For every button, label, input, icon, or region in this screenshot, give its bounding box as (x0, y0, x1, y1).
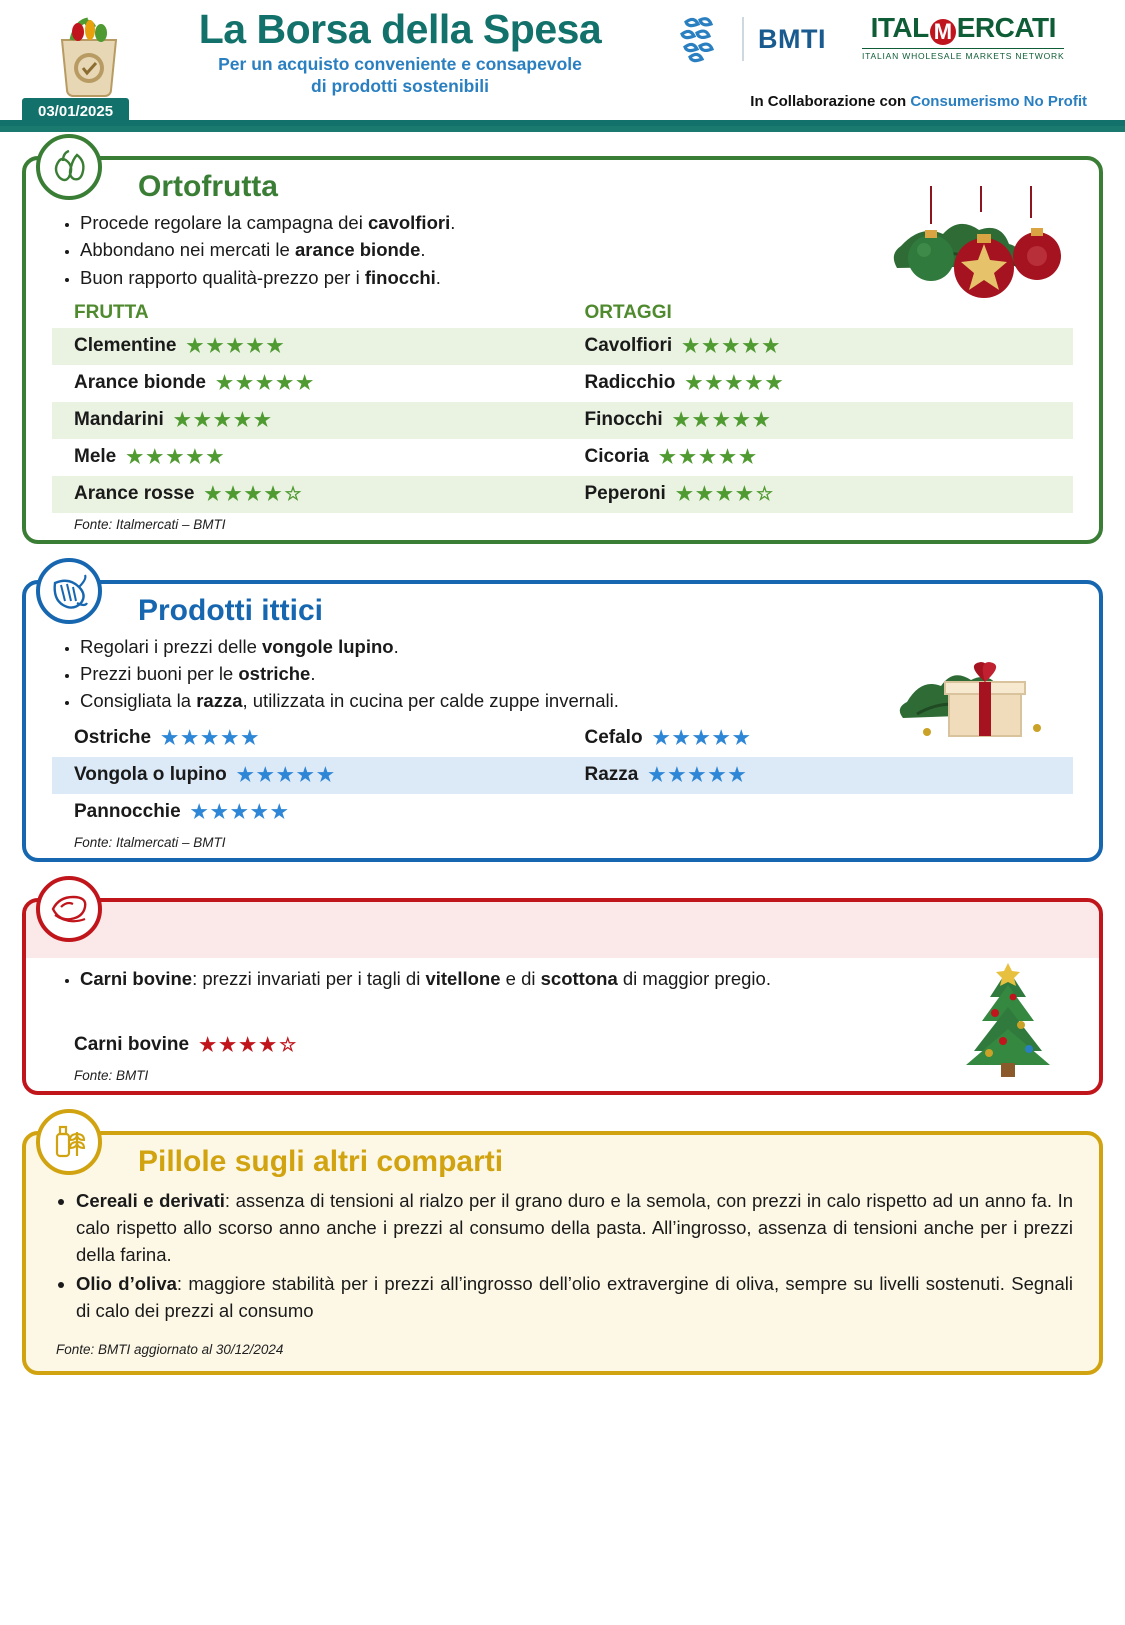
ittici-tables (26, 720, 1099, 831)
product-name: Carni bovine (74, 1034, 190, 1056)
table-row (563, 365, 1074, 402)
bullet-item: • Consigliata la razza, utilizzata in cucina per calde zuppe invernali. (80, 688, 1075, 714)
product-name: Razza (584, 764, 639, 786)
page-title: La Borsa della Spesa (198, 6, 602, 52)
vegetables-icon (36, 134, 102, 200)
table-row (52, 402, 563, 439)
rating-stars: ★★★★★ (126, 446, 227, 468)
table-row (563, 328, 1074, 365)
bmti-mark-icon (672, 12, 728, 66)
section-prodotti-ittici (22, 580, 1103, 862)
table-row (52, 328, 563, 365)
table-row (52, 439, 563, 476)
table-row (563, 476, 1074, 513)
olive-oil-and-grain-icon (36, 1109, 102, 1175)
ortofrutta-bullets (26, 210, 1099, 296)
column-header-ortaggi: ORTAGGI (584, 301, 672, 323)
source-ittici: Fonte: Italmercati – BMTI (74, 834, 226, 850)
product-name: Ostriche (74, 727, 152, 749)
rating-stars: ★★★★★ (648, 764, 749, 786)
section-pillole (22, 1131, 1103, 1375)
ortofrutta-frutta-column (52, 296, 563, 513)
rating-stars: ★★★★★ (658, 446, 760, 468)
rating-stars: ★★★★★ (652, 727, 753, 749)
rating-stars: ★★★★★ (682, 335, 783, 357)
ortofrutta-tables (26, 296, 1099, 513)
rating-stars: ★★★★☆ (204, 483, 305, 505)
divider (742, 17, 744, 61)
collaboration-note: In Collaborazione con Consumerismo No Profit (750, 93, 1087, 110)
bullet-item: • Procede regolare la campagna dei cavolfiori. (80, 210, 1075, 236)
pillole-bullets (26, 1185, 1099, 1328)
bullet-item: • Cereali e derivati: assenza di tensioni al rialzo per il grano duro e la semola, con prezzi in calo rispetto ad un anno fa. In calo rispetto allo scorso anno anche i prezzi al consumo della pasta. All’ingrosso, assenza di tensioni anche per i prezzi della farina. (76, 1187, 1073, 1268)
carni-header-band (26, 902, 1099, 958)
carni-table (26, 1027, 1099, 1064)
table-row (563, 757, 1074, 794)
rating-stars: ★★★★★ (173, 409, 274, 431)
meat-cut-icon (36, 876, 102, 942)
source-ortofrutta: Fonte: Italmercati – BMTI (74, 516, 226, 532)
section-title-ortofrutta: Ortofrutta (138, 170, 278, 203)
rating-stars: ★★★★★ (672, 409, 773, 431)
rating-stars: ★★★★★ (215, 372, 317, 394)
italmercati-logo (862, 14, 1064, 61)
bmti-logo (672, 12, 826, 66)
section-title-ittici: Prodotti ittici (138, 593, 323, 627)
title-block (140, 8, 660, 98)
date-badge: 03/01/2025 (22, 98, 129, 126)
ittici-column-1 (52, 720, 563, 831)
page-header (0, 0, 1125, 132)
table-row (52, 365, 563, 402)
shrimp-icon (36, 558, 102, 624)
page-subtitle: Per un acquisto conveniente e consapevole di prodotti sostenibili (218, 54, 582, 96)
table-row (52, 476, 563, 513)
product-name: Mele (74, 446, 117, 468)
table-row (563, 439, 1074, 476)
bullet-item: • Carni bovine: prezzi invariati per i tagli di vitellone e di scottona di maggior pregio. (80, 966, 1075, 992)
table-row (52, 757, 563, 794)
carni-bullets (26, 952, 1099, 1027)
bullet-item: • Abbondano nei mercati le arance bionde. (80, 237, 1075, 263)
product-name: Arance bionde (74, 372, 206, 394)
table-row (52, 720, 563, 757)
italmercati-tagline: ITALIAN WHOLESALE MARKETS NETWORK (862, 48, 1064, 61)
section-title-pillole: Pillole sugli altri comparti (138, 1144, 504, 1178)
column-header-frutta: FRUTTA (74, 301, 149, 323)
carni-column-1 (52, 1027, 1073, 1064)
rating-stars: ★★★★★ (685, 372, 786, 394)
rating-stars: ★★★★★ (161, 727, 262, 749)
product-name: Vongola o lupino (74, 764, 227, 786)
bullet-item: • Buon rapporto qualità-prezzo per i finocchi. (80, 265, 1075, 291)
rating-stars: ★★★★★ (186, 335, 287, 357)
section-carni (22, 898, 1103, 1095)
table-row (52, 1027, 1073, 1064)
product-name: Clementine (74, 335, 177, 357)
rating-stars: ★★★★★ (190, 801, 291, 823)
product-name: Cicoria (584, 446, 649, 468)
ittici-column-2 (563, 720, 1074, 831)
bullet-item: • Prezzi buoni per le ostriche. (80, 661, 1075, 687)
table-row (563, 402, 1074, 439)
product-name: Finocchi (584, 409, 663, 431)
bmti-label: BMTI (758, 23, 826, 54)
product-name: Pannocchie (74, 801, 181, 823)
product-name: Cavolfiori (584, 335, 673, 357)
ittici-bullets (26, 634, 1099, 720)
rating-stars: ★★★★☆ (675, 483, 776, 505)
bullet-item: • Regolari i prezzi delle vongole lupino. (80, 634, 1075, 660)
table-row (563, 720, 1074, 757)
rating-stars: ★★★★★ (236, 764, 337, 786)
product-name: Mandarini (74, 409, 164, 431)
rating-stars: ★★★★☆ (199, 1034, 300, 1056)
bullet-item: • Olio d’oliva: maggiore stabilità per i prezzi all’ingrosso dell’olio extravergine di oliva, sempre su livelli sostenuti. Segnali di calo dei prezzi al consumo (76, 1270, 1073, 1324)
section-ortofrutta (22, 156, 1103, 544)
product-name: Cefalo (584, 727, 643, 749)
product-name: Arance rosse (74, 483, 195, 505)
product-name: Peperoni (584, 483, 666, 505)
header-rule (0, 120, 1125, 126)
ortofrutta-ortaggi-column (563, 296, 1074, 513)
source-carni: Fonte: BMTI (74, 1067, 149, 1083)
product-name: Radicchio (584, 372, 676, 394)
italmercati-wordmark: ITAL M ERCATI (870, 12, 1056, 44)
source-pillole: Fonte: BMTI aggiornato al 30/12/2024 (56, 1341, 284, 1357)
borsa-della-spesa-logo-icon (52, 14, 126, 100)
table-row (52, 794, 563, 831)
